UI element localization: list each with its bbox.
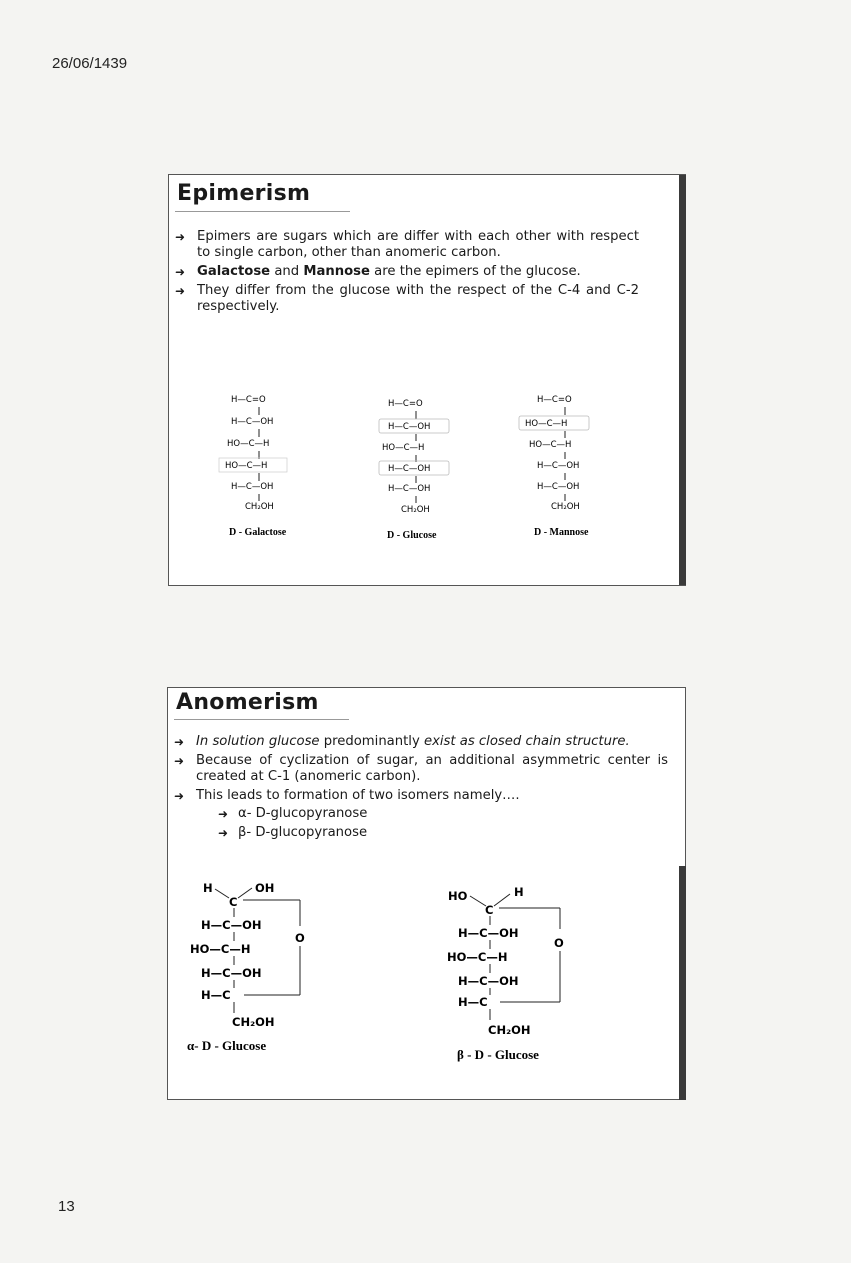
struct-line: CH₂OH [245,502,274,512]
struct-atom: OH [255,881,275,895]
struct-line: HO—C—H [529,440,572,450]
sub-bullet-item: ➜ β- D-glucopyranose [218,825,368,840]
struct-line: H—C—OH [388,464,431,474]
page-number: 13 [58,1198,75,1215]
struct-caption: D - Mannose [534,527,589,538]
struct-line: HO—C—H [227,439,270,449]
struct-row: H—C [201,988,231,1002]
struct-atom: C [485,903,494,917]
arrow-icon: ➜ [174,789,185,803]
glucose-structure [379,399,449,541]
ring-oxygen: O [554,936,564,950]
struct-row: HO—C—H [447,950,508,964]
arrow-icon: ➜ [218,826,229,840]
bullet-list [174,734,668,844]
sub-bullet-list [196,806,668,841]
struct-line: H—C—OH [537,482,580,492]
bullet-list [175,229,639,318]
arrow-icon: ➜ [175,265,186,279]
arrow-icon: ➜ [174,735,185,749]
struct-atom: H [514,885,524,899]
sub-bullet-item: ➜ α- D-glucopyranose [218,806,368,821]
struct-caption: β - D - Glucose [457,1047,539,1062]
struct-caption: D - Galactose [229,527,287,538]
struct-line: H—C=O [537,395,572,405]
struct-line: H—C—OH [231,417,274,427]
mannose-structure [519,395,589,538]
struct-line: HO—C—H [225,461,268,471]
beta-glucose-structure [447,885,564,1062]
struct-caption: α- D - Glucose [187,1038,267,1053]
struct-row: H—C—OH [201,918,262,932]
bullet-item: ➜ Because of cyclization of sugar, an additional asymmetric center is created at C-1 (anomeric carbon). [174,753,668,784]
struct-atom: H [203,881,213,895]
bullet-item: ➜ Epimers are sugars which are differ with each other with respect to single carbon, other than anomeric carbon. [175,229,639,260]
struct-row: HO—C—H [190,942,251,956]
slide-title: Anomerism [176,690,319,715]
page-date: 26/06/1439 [52,55,128,72]
slide-anomerism [167,687,686,1100]
galactose-structure [219,395,287,538]
arrow-icon: ➜ [218,807,229,821]
bullet-item: ➜ In solution glucose predominantly exist as closed chain structure. [174,734,630,749]
arrow-icon: ➜ [174,754,185,768]
struct-bottom: CH₂OH [232,1015,275,1029]
title-divider [175,211,350,212]
anomer-structures [168,874,678,1064]
title-divider [174,719,349,720]
struct-line: H—C—OH [537,461,580,471]
bullet-item: ➜ This leads to formation of two isomers namely…. ➜ α- D-glucopyranose ➜ β- D-glucopyranose [174,788,668,841]
bullet-item: ➜ They differ from the glucose with the respect of the C-4 and C-2 respectively. [175,283,639,314]
struct-row: H—C—OH [458,926,519,940]
arrow-icon: ➜ [175,230,186,244]
epimer-structures [169,385,679,545]
slide-title: Epimerism [177,181,311,206]
struct-row: H—C [458,995,488,1009]
struct-line: H—C—OH [231,482,274,492]
struct-caption: D - Glucose [387,530,437,541]
struct-line: H—C=O [231,395,266,405]
slide-epimerism [168,174,686,586]
struct-atom: C [229,895,238,909]
struct-line: H—C—OH [388,484,431,494]
alpha-glucose-structure [187,881,305,1053]
struct-row: H—C—OH [458,974,519,988]
struct-line: H—C=O [388,399,423,409]
struct-bottom: CH₂OH [488,1023,531,1037]
ring-oxygen: O [295,931,305,945]
struct-line: CH₂OH [401,505,430,515]
struct-atom: HO [448,889,468,903]
struct-line: HO—C—H [382,443,425,453]
struct-line: CH₂OH [551,502,580,512]
bullet-item: ➜ Galactose and Mannose are the epimers of the glucose. [175,264,581,279]
arrow-icon: ➜ [175,284,186,298]
struct-line: HO—C—H [525,419,568,429]
struct-line: H—C—OH [388,422,431,432]
struct-row: H—C—OH [201,966,262,980]
